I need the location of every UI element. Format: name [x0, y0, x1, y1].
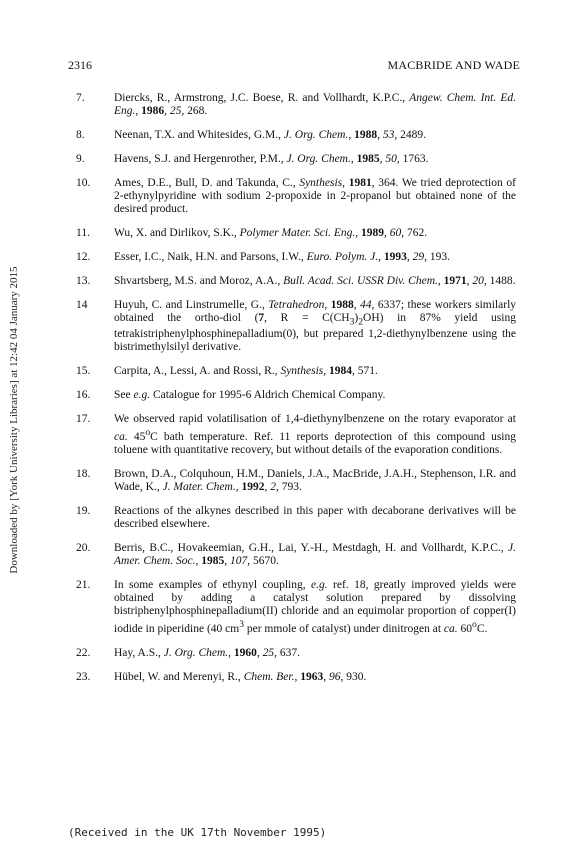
reference-number: 19. — [76, 505, 91, 518]
reference-text: Huyuh, C. and Linstrumelle, G., Tetrahedron, 1988, 44, 6337; these workers similarly obtained the ortho-diol (7, $R = C(CH_3)_2OH$) in 87% yield using tetrakistriphenylphosphinepalladium(0), but prepared 1,2-diethynylbenzene using the bistrimethylsilyl derivative. — [114, 299, 517, 354]
reference-number: 17. — [76, 413, 91, 426]
reference-text: Hübel, W. and Merenyi, R., Chem. Ber., 1963, 96, 930. — [114, 670, 367, 683]
reference-item — [76, 227, 516, 240]
reference-text: Ames, D.E., Bull, D. and Takunda, C., Synthesis, 1981, 364. We tried deprotection of 2-ethynylpyridine with sodium 2-propoxide in 2-propanol but obtained none of the desired product. — [114, 177, 516, 215]
reference-number: 13. — [76, 275, 91, 287]
reference-item — [76, 413, 516, 457]
reference-text: Shvartsberg, M.S. and Moroz, A.A., Bull. Acad. Sci. USSR Div. Chem., 1971, 20, 1488. — [114, 275, 516, 287]
reference-text: Brown, D.A., Colquhoun, H.M., Daniels, J.A., MacBride, J.A.H., Stephenson, I.R. and Wade, K., J. Mater. Chem., 1992, 2, 793. — [114, 468, 516, 494]
reference-text: Diercks, R., Armstrong, J.C. Boese, R. and Vollhardt, K.P.C., Angew. Chem. Int. Ed. Eng., 1986, 25, 268. — [114, 92, 517, 117]
reference-item — [76, 505, 516, 531]
reference-item — [76, 671, 516, 684]
reference-item — [76, 129, 516, 142]
reference-number: 8. — [76, 129, 85, 141]
reference-number: 22. — [76, 646, 91, 659]
reference-item — [76, 153, 516, 166]
reference-number: 16. — [76, 389, 91, 402]
reference-text: Carpita, A., Lessi, A. and Rossi, R., Synthesis, 1984, 571. — [114, 365, 378, 378]
reference-list — [76, 92, 516, 695]
reference-item — [76, 299, 516, 354]
reference-number: 7. — [76, 92, 85, 104]
reference-text: Neenan, T.X. and Whitesides, G.M., J. Org. Chem., 1988, 53, 2489. — [114, 129, 426, 141]
reference-number: 20. — [76, 542, 91, 555]
reference-text: Esser, I.C., Naik, H.N. and Parsons, I.W., Euro. Polym. J., 1993, 29, 193. — [114, 251, 450, 263]
running-title: MACBRIDE AND WADE — [387, 58, 520, 72]
reference-text: Hay, A.S., J. Org. Chem., 1960, 25, 637. — [114, 646, 301, 659]
reference-text: Havens, S.J. and Hergenrother, P.M., J. Org. Chem., 1985, 50, 1763. — [114, 153, 429, 165]
reference-number: 15. — [76, 365, 91, 378]
reference-number: 12. — [76, 251, 91, 263]
reference-item — [76, 468, 516, 494]
reference-item — [76, 251, 516, 264]
reference-item — [76, 365, 516, 378]
reference-number: 21. — [76, 579, 91, 592]
reference-item — [76, 177, 516, 216]
page-number: 2316 — [68, 58, 92, 72]
reference-text: We observed rapid volatilisation of 1,4-diethynylbenzene on the rotary evaporator at ca. 45$^o$C bath temperature. Ref. 11 reports deprotection of this compound using toluene with quantitative recovery, but without details of the evaporation conditions. — [114, 413, 517, 457]
reference-text: See e.g. Catalogue for 1995-6 Aldrich Chemical Company. — [114, 389, 386, 402]
reference-item — [76, 275, 516, 288]
reference-item — [76, 579, 516, 636]
reference-text: Berris, B.C., Hovakeemian, G.H., Lai, Y.-H., Mestdagh, H. and Vollhardt, K.P.C., J. Amer. Chem. Soc., 1985, 107, 5670. — [114, 542, 516, 568]
download-watermark-text: Downloaded by [York University Libraries] at 12:42 04 January 2015 — [8, 266, 20, 574]
received-date: (Received in the UK 17th November 1995) — [68, 826, 327, 839]
reference-number: 18. — [76, 468, 91, 481]
reference-text: Wu, X. and Dirlikov, S.K., Polymer Mater. Sci. Eng., 1989, 60, 762. — [114, 227, 428, 239]
reference-number: 11. — [76, 227, 90, 239]
reference-number: 9. — [76, 153, 85, 165]
reference-item — [76, 389, 516, 402]
reference-item — [76, 542, 516, 568]
page-header — [68, 58, 520, 73]
reference-item — [76, 647, 516, 660]
reference-number: 14 — [76, 299, 88, 311]
reference-text: Reactions of the alkynes described in this paper with decaborane derivatives will be described elsewhere. — [114, 505, 516, 531]
reference-number: 10. — [76, 177, 91, 189]
reference-number: 23. — [76, 670, 91, 683]
reference-item — [76, 92, 516, 118]
reference-text: In some examples of ethynyl coupling, e.g. ref. 18, greatly improved yields were obtained by adding a catalyst solution prepared by dissolving bistriphenylphosphinepalladium(II) chloride and an equimolar proportion of copper(I) iodide in piperidine (40 $cm^3$ per mmole of catalyst) under dinitrogen at ca. 60$^o$C. — [114, 579, 516, 635]
download-watermark — [8, 130, 22, 710]
